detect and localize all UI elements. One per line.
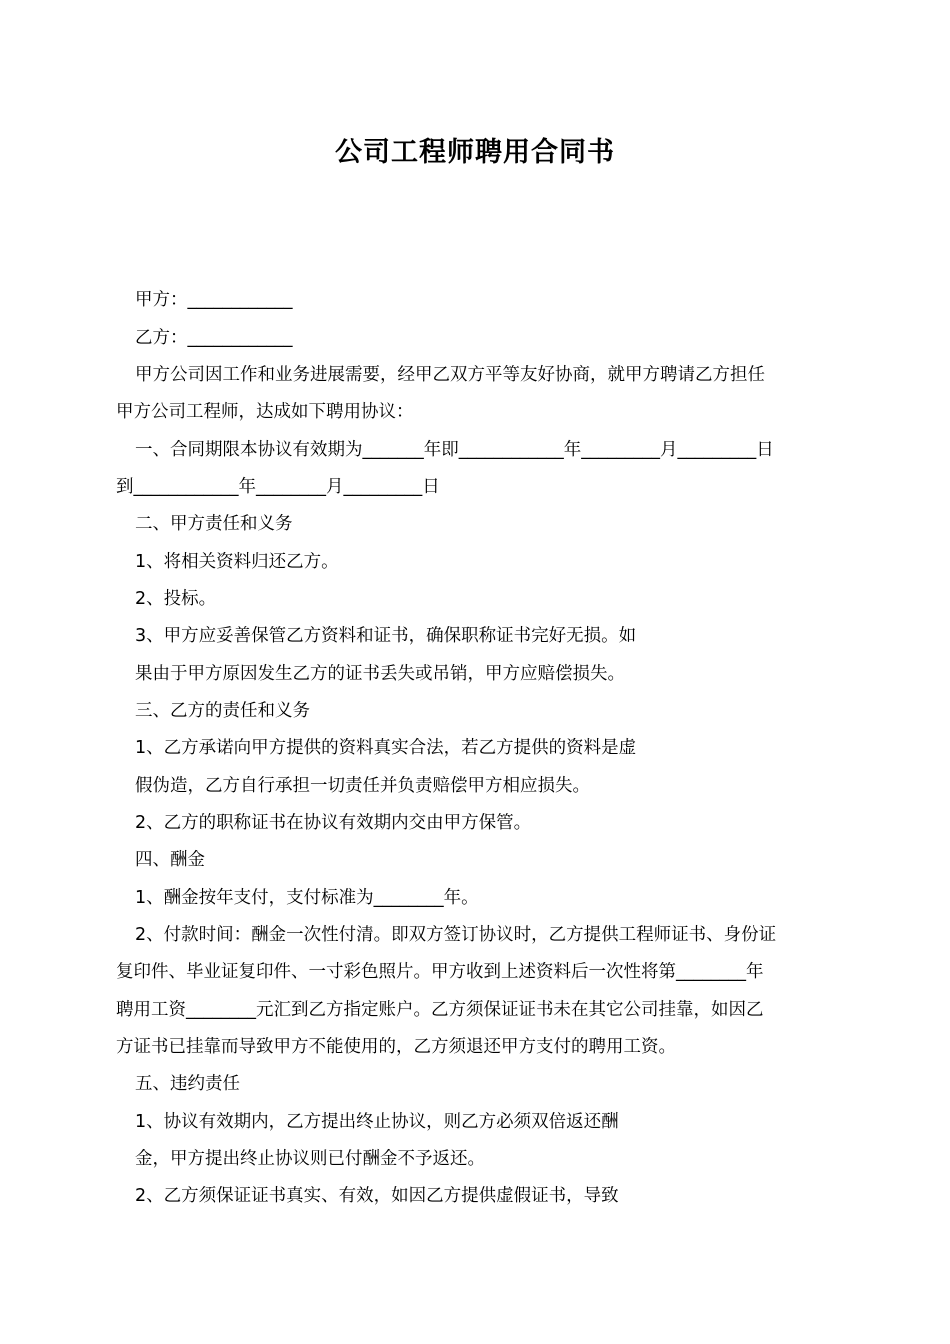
party-b-item-1-line-1: 1、乙方承诺向甲方提供的资料真实合法，若乙方提供的资料是虚 (135, 738, 637, 758)
party-a-item-1: 1、将相关资料归还乙方。 (135, 552, 339, 572)
remuneration-item-2-line-1: 2、付款时间：酬金一次性付清。即双方签订协议时，乙方提供工程师证书、身份证 (135, 925, 777, 945)
breach-item-1-line-2: 金，甲方提出终止协议则已付酬金不予返还。 (135, 1149, 485, 1169)
party-a-item-3-line-1: 3、甲方应妥善保管乙方资料和证书，确保职称证书完好无损。如 (135, 626, 637, 646)
section-heading-remuneration: 四、酬金 (135, 850, 205, 870)
preamble-line-1: 甲方公司因工作和业务进展需要，经甲乙双方平等友好协商，就甲方聘请乙方担任 (135, 365, 765, 385)
remuneration-item-2-line-3: 聘用工资________元汇到乙方指定账户。乙方须保证证书未在其它公司挂靠，如因乙 (116, 1000, 764, 1020)
section-heading-party-b: 三、乙方的责任和义务 (135, 701, 310, 721)
party-b-item-1-line-2: 假伪造，乙方自行承担一切责任并负责赔偿甲方相应损失。 (135, 776, 590, 796)
preamble-line-2: 甲方公司工程师，达成如下聘用协议： (116, 402, 414, 422)
breach-item-1-line-1: 1、协议有效期内，乙方提出终止协议，则乙方必须双倍返还酬 (135, 1112, 619, 1132)
breach-item-2-line-1: 2、乙方须保证证书真实、有效，如因乙方提供虚假证书，导致 (135, 1186, 619, 1206)
remuneration-item-2-line-4: 方证书已挂靠而导致甲方不能使用的，乙方须退还甲方支付的聘用工资。 (116, 1037, 676, 1057)
page-title: 公司工程师聘用合同书 (335, 137, 615, 168)
remuneration-item-2-line-2: 复印件、毕业证复印件、一寸彩色照片。甲方收到上述资料后一次性将第________年 (116, 962, 764, 982)
clause-1-line-2: 到____________年________月_________日 (116, 477, 440, 497)
section-heading-party-a: 二、甲方责任和义务 (135, 514, 293, 534)
section-heading-breach: 五、违约责任 (135, 1074, 240, 1094)
party-a-item-2: 2、投标。 (135, 589, 217, 609)
party-a-line: 甲方：____________ (135, 290, 293, 310)
party-a-item-3-line-2: 果由于甲方原因发生乙方的证书丢失或吊销，甲方应赔偿损失。 (135, 664, 625, 684)
remuneration-item-1: 1、酬金按年支付，支付标准为________年。 (135, 888, 479, 908)
party-b-item-2: 2、乙方的职称证书在协议有效期内交由甲方保管。 (135, 813, 532, 833)
party-b-line: 乙方：____________ (135, 328, 293, 348)
clause-1-line-1: 一、合同期限本协议有效期为_______年即____________年_________月_________日 (135, 440, 774, 460)
